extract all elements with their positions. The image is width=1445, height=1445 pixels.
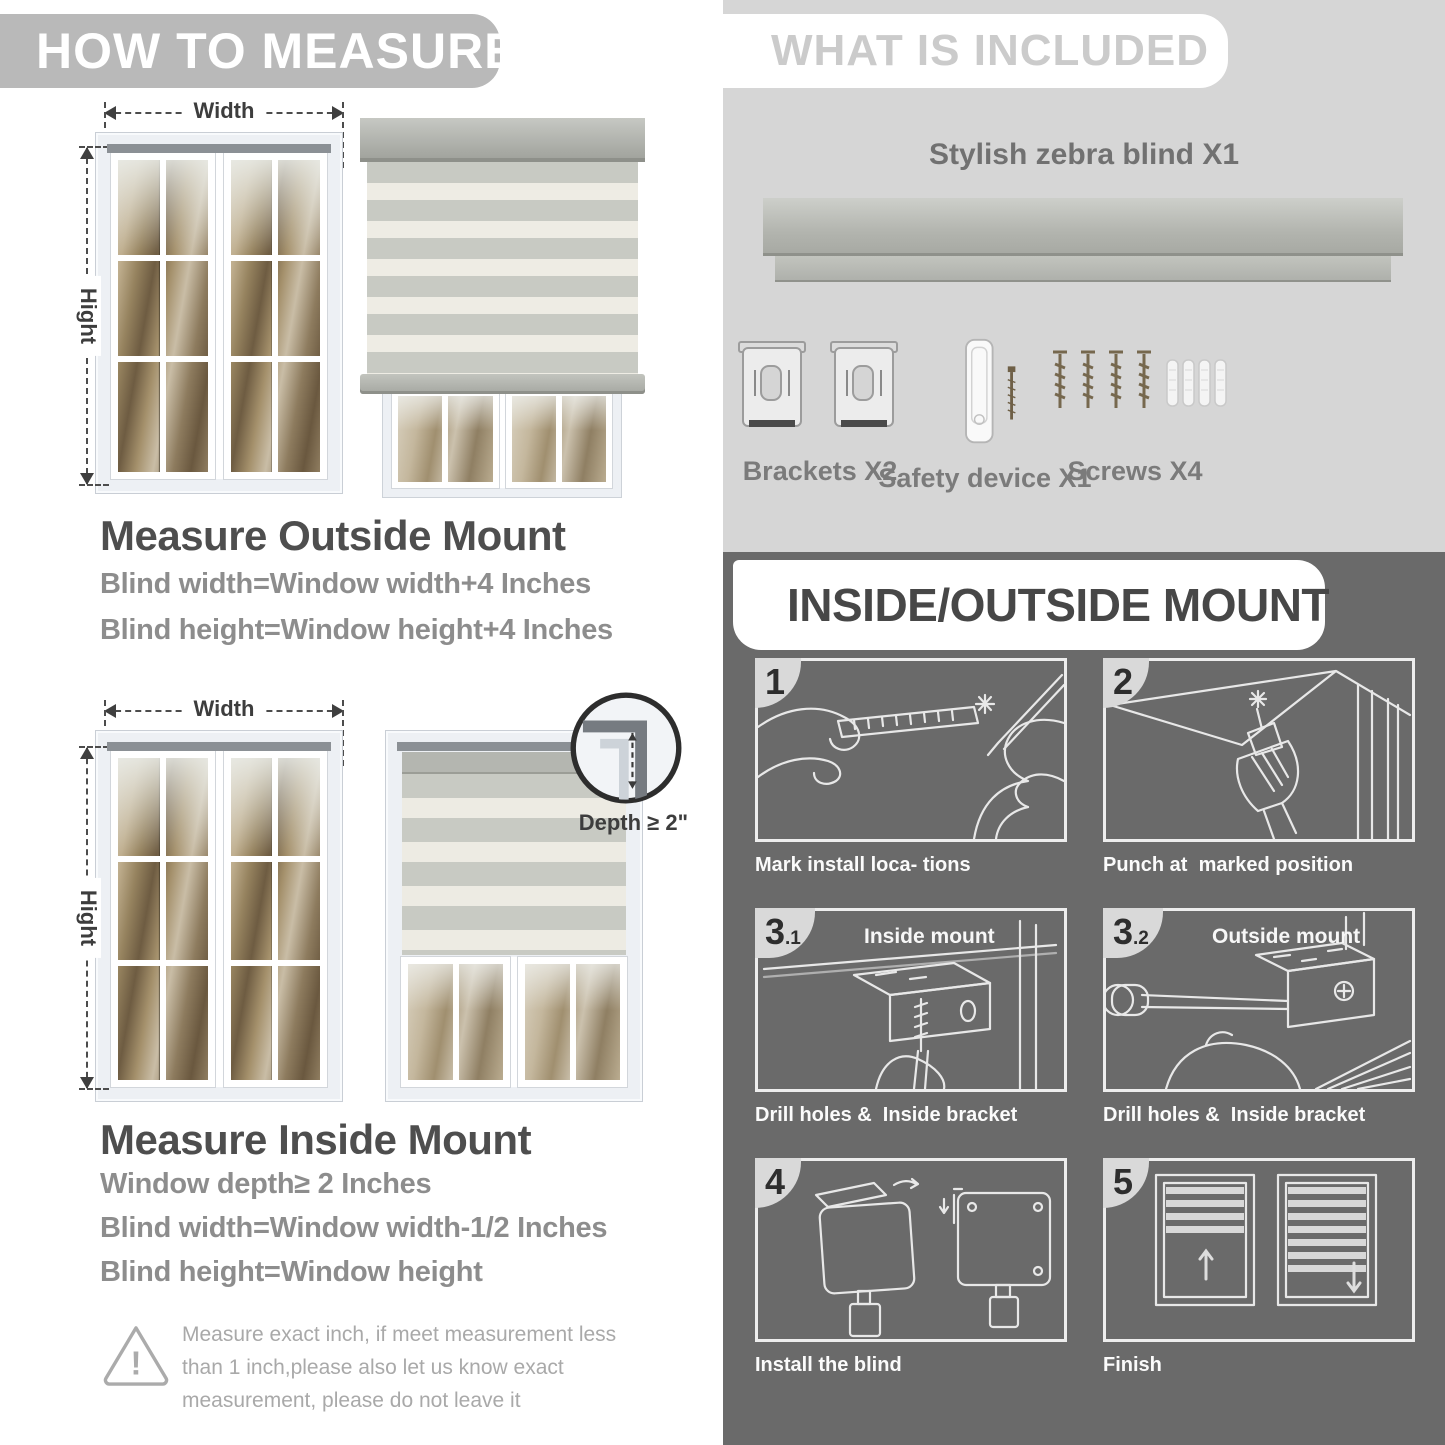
what-is-included-header: WHAT IS INCLUDED xyxy=(723,14,1228,88)
how-to-measure-section xyxy=(0,0,710,1445)
item-label: Brackets X2 xyxy=(742,456,898,486)
zebra-stripes-fabric xyxy=(367,162,638,374)
what-is-included-section xyxy=(723,0,1445,552)
step-number-badge: 3.2 xyxy=(1103,908,1163,958)
arrow-up-icon xyxy=(80,747,94,759)
window-sash xyxy=(111,751,215,1087)
height-label: Hight xyxy=(75,276,101,356)
height-label: Hight xyxy=(75,878,101,958)
step-caption-4: Install the blind xyxy=(755,1354,902,1376)
window-fragment xyxy=(382,380,622,498)
item-label: Screws X4 xyxy=(1067,456,1203,486)
window-sashes xyxy=(401,957,627,1087)
window-lintel xyxy=(107,144,331,153)
step-caption-2: Punch at marked position xyxy=(1103,854,1354,876)
blind-headrail xyxy=(360,118,645,162)
step-inner-label: Inside mount xyxy=(864,925,995,948)
step-number-badge: 5 xyxy=(1103,1158,1149,1208)
outside-rule-2: Blind height=Window height+4 Inches xyxy=(100,614,613,646)
dimension-tick xyxy=(79,484,109,486)
headrail-lip xyxy=(775,256,1391,282)
window-sash xyxy=(518,957,627,1087)
window-sash xyxy=(111,153,215,479)
window-sash xyxy=(224,751,328,1087)
window-sashes xyxy=(111,153,327,479)
step-caption-1: Mark install loca- tions xyxy=(755,854,971,876)
window-photo-inside xyxy=(95,730,343,1102)
dimension-tick xyxy=(79,1088,109,1090)
step-number-badge: 4 xyxy=(755,1158,801,1208)
window-sash xyxy=(224,153,328,479)
step-caption-5: Finish xyxy=(1103,1354,1162,1376)
mount-section-header: INSIDE/OUTSIDE MOUNT xyxy=(733,560,1325,650)
step-inner-label: Outside mount xyxy=(1212,925,1361,948)
inside-height-dimension xyxy=(76,748,101,1088)
step-panel-3-1 xyxy=(755,908,1067,1092)
outside-height-dimension xyxy=(76,148,101,484)
inside-rule-1: Window depth≥ 2 Inches xyxy=(100,1168,432,1200)
outside-mount-title: Measure Outside Mount xyxy=(100,512,566,559)
arrow-up-icon xyxy=(80,147,94,159)
step-panel-2 xyxy=(1103,658,1415,842)
measure-and-mark-illustration xyxy=(758,661,1064,839)
zebra-blind-headrail-image xyxy=(763,198,1403,256)
inside-rule-2: Blind width=Window width-1/2 Inches xyxy=(100,1212,608,1244)
step-number-badge: 3.1 xyxy=(755,908,815,958)
warning-triangle-icon xyxy=(102,1324,170,1391)
width-label: Width xyxy=(184,98,265,124)
depth-detail-callout xyxy=(570,692,682,804)
window-sash xyxy=(401,957,510,1087)
step-panel-3-2 xyxy=(1103,908,1415,1092)
window-sash xyxy=(506,390,613,488)
step-panel-5 xyxy=(1103,1158,1415,1342)
included-item-screws xyxy=(1020,336,1250,487)
width-label: Width xyxy=(184,696,265,722)
step-panel-1 xyxy=(755,658,1067,842)
how-to-measure-header: HOW TO MEASURE xyxy=(0,14,500,88)
drill-ceiling-illustration xyxy=(1106,661,1412,839)
product-label: Stylish zebra blind X1 xyxy=(928,138,1240,171)
item-label: Safety device X1 xyxy=(878,463,1092,493)
window-lintel xyxy=(107,742,331,751)
depth-label: Depth ≥ 2" xyxy=(578,810,688,835)
outside-rule-1: Blind width=Window width+4 Inches xyxy=(100,568,591,600)
measure-warning-text: Measure exact inch, if meet measurement less than 1 inch,please also let us know exact measurement, please do not leave it xyxy=(182,1323,617,1412)
svg-text:!: ! xyxy=(130,1344,142,1382)
step-caption-3-1: Drill holes & Inside bracket xyxy=(755,1104,1018,1126)
install-blind-illustration xyxy=(758,1161,1064,1339)
finish-illustration xyxy=(1106,1161,1412,1339)
window-sashes xyxy=(111,751,327,1087)
window-corner-zoom-icon xyxy=(570,692,682,804)
inside-rule-3: Blind height=Window height xyxy=(100,1256,483,1288)
dimension-tick xyxy=(79,146,109,148)
step-number-badge: 1 xyxy=(755,658,801,708)
window-photo-outside xyxy=(95,132,343,494)
screws-icon xyxy=(1035,336,1235,441)
blind-bottom-rail xyxy=(360,374,645,394)
window-sash xyxy=(392,390,499,488)
step-caption-3-2: Drill holes & Inside bracket xyxy=(1103,1104,1366,1126)
outside-width-dimension xyxy=(105,98,343,123)
inside-mount-title: Measure Inside Mount xyxy=(100,1116,532,1163)
step-number-badge: 2 xyxy=(1103,658,1149,708)
inside-width-dimension xyxy=(105,696,343,721)
outside-mount-blind-illustration xyxy=(360,118,645,498)
step-panel-4 xyxy=(755,1158,1067,1342)
mount-steps-section xyxy=(723,552,1445,1445)
dimension-tick xyxy=(79,746,109,748)
